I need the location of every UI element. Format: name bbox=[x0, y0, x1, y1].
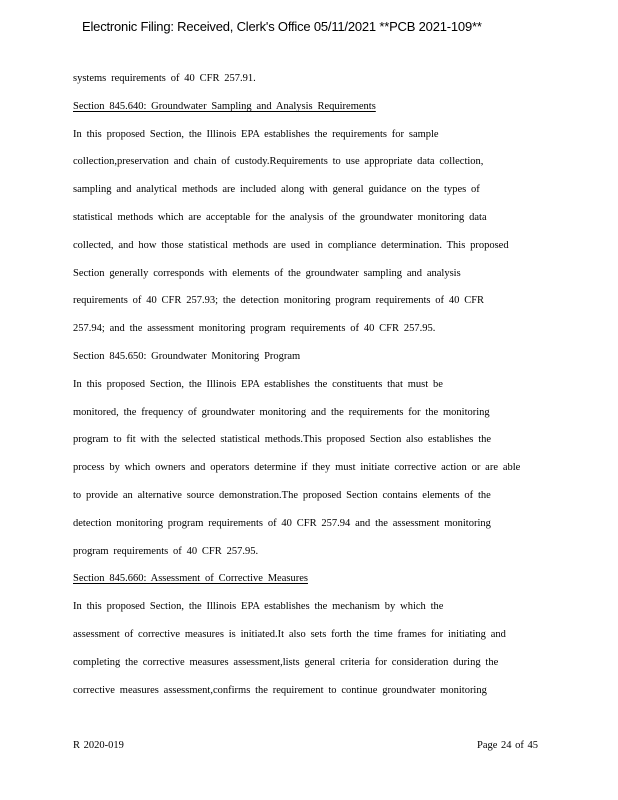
body-line: In this proposed Section, the Illinois EPA establishes the mechanism by which the bbox=[73, 601, 444, 613]
body-line: collected, and how those statistical methods are used in compliance determination. This proposed bbox=[73, 239, 509, 251]
body-line: to provide an alternative source demonstration.The proposed Section contains elements of the bbox=[73, 489, 491, 501]
section-heading-845-660: Section 845.660: Assessment of Corrective Measures bbox=[73, 573, 308, 585]
body-line: Section generally corresponds with elements of the groundwater sampling and analysis bbox=[73, 267, 461, 279]
body-line: statistical methods which are acceptable for the analysis of the groundwater monitoring data bbox=[73, 211, 487, 223]
body-line: assessment of corrective measures is initiated.It also sets forth the time frames for initiating and bbox=[73, 628, 506, 640]
body-line: corrective measures assessment,confirms the requirement to continue groundwater monitoring bbox=[73, 684, 487, 696]
body-line: In this proposed Section, the Illinois EPA establishes the requirements for sample bbox=[73, 128, 439, 140]
body-line: 257.94; and the assessment monitoring program requirements of 40 CFR 257.95. bbox=[73, 323, 436, 335]
body-line: requirements of 40 CFR 257.93; the detection monitoring program requirements of 40 CFR bbox=[73, 295, 485, 307]
body-line: collection,preservation and chain of custody.Requirements to use appropriate data collection, bbox=[73, 156, 484, 168]
body-line: process by which owners and operators determine if they must initiate corrective action or are able bbox=[73, 462, 521, 474]
page-number: Page 24 of 45 bbox=[477, 740, 539, 751]
docket-number: R 2020-019 bbox=[73, 740, 124, 751]
electronic-filing-stamp: Electronic Filing: Received, Clerk's Office 05/11/2021 **PCB 2021-109** bbox=[82, 19, 482, 34]
body-line: sampling and analytical methods are included along with general guidance on the types of bbox=[73, 184, 480, 196]
body-line: completing the corrective measures assessment,lists general criteria for consideration during the bbox=[73, 656, 499, 668]
section-heading-845-650: Section 845.650: Groundwater Monitoring Program bbox=[73, 350, 301, 362]
body-line: systems requirements of 40 CFR 257.91. bbox=[73, 73, 256, 84]
body-line: program to fit with the selected statistical methods.This proposed Section also establishes the bbox=[73, 434, 492, 446]
body-line: detection monitoring program requirements of 40 CFR 257.94 and the assessment monitoring bbox=[73, 517, 491, 529]
section-heading-845-640: Section 845.640: Groundwater Sampling and Analysis Requirements bbox=[73, 100, 376, 112]
document-body bbox=[73, 70, 553, 709]
body-line: monitored, the frequency of groundwater monitoring and the requirements for the monitoring bbox=[73, 406, 490, 418]
body-line: program requirements of 40 CFR 257.95. bbox=[73, 545, 259, 557]
body-line: In this proposed Section, the Illinois EPA establishes the constituents that must be bbox=[73, 378, 443, 390]
